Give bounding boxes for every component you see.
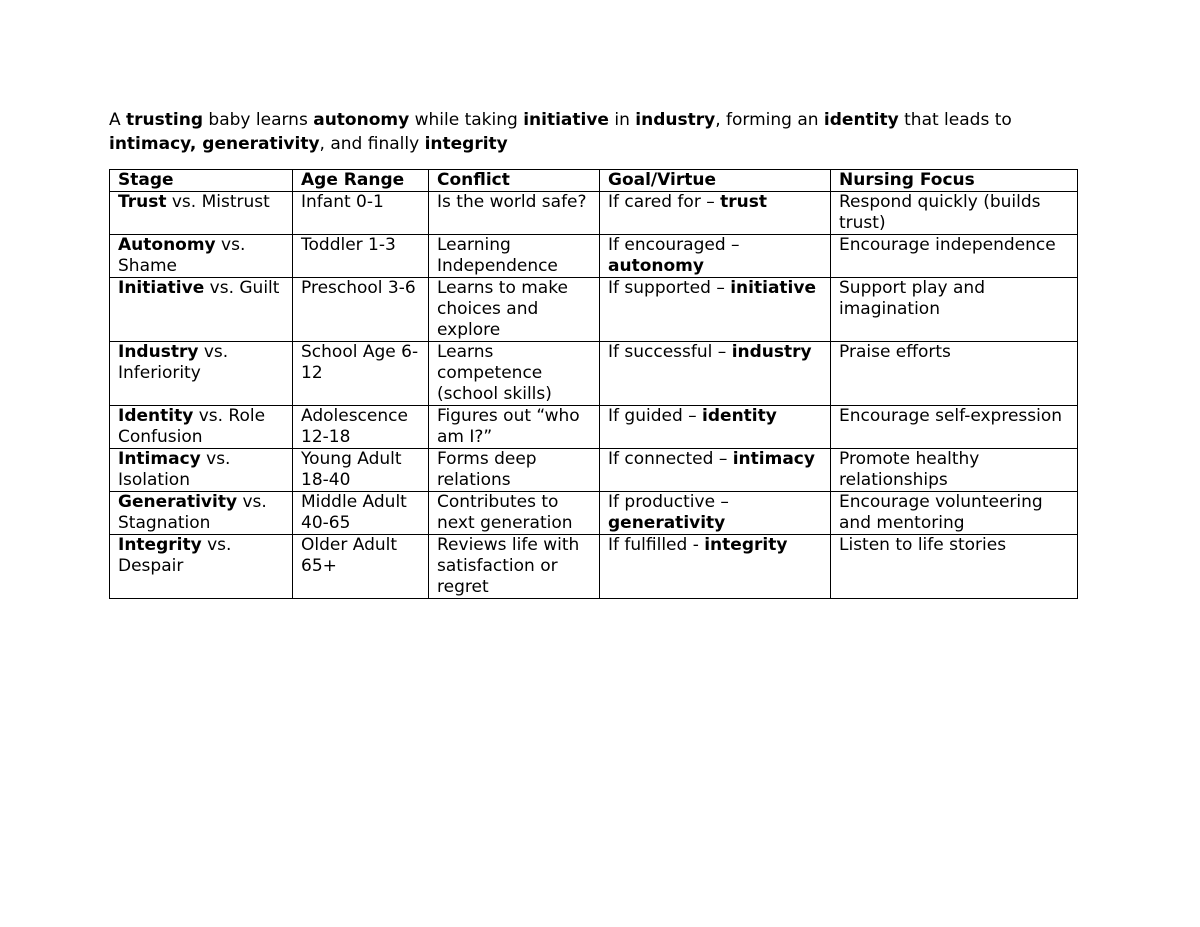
stage-name: Autonomy xyxy=(118,235,216,255)
goal-virtue: initiative xyxy=(730,278,816,298)
stage-name: Intimacy xyxy=(118,449,201,469)
focus-cell: Encourage volunteering and mentoring xyxy=(831,492,1078,535)
stage-opposite: vs. Stagnation xyxy=(118,492,267,533)
intro-text: that leads to xyxy=(898,110,1012,130)
table-row xyxy=(110,278,1078,342)
goal-cell xyxy=(600,192,831,235)
stage-cell xyxy=(110,535,293,599)
intro-text: , and finally xyxy=(319,134,425,154)
goal-condition: If productive – xyxy=(608,492,729,512)
table-row xyxy=(110,342,1078,406)
age-cell: Preschool 3-6 xyxy=(293,278,429,342)
age-cell: School Age 6-12 xyxy=(293,342,429,406)
goal-virtue: generativity xyxy=(608,513,726,533)
intro-keyword: trusting xyxy=(126,110,204,130)
table-row xyxy=(110,492,1078,535)
goal-condition: If connected – xyxy=(608,449,733,469)
intro-sentence xyxy=(109,108,1084,156)
stage-name: Generativity xyxy=(118,492,238,512)
goal-condition: If fulfilled - xyxy=(608,535,705,555)
table-header-row xyxy=(110,170,1078,192)
goal-virtue: industry xyxy=(731,342,812,362)
focus-cell: Listen to life stories xyxy=(831,535,1078,599)
goal-cell xyxy=(600,406,831,449)
intro-text: in xyxy=(608,110,636,130)
header-nursing-focus: Nursing Focus xyxy=(831,170,1078,192)
intro-text: while taking xyxy=(409,110,524,130)
intro-keyword: integrity xyxy=(424,134,508,154)
stage-cell xyxy=(110,406,293,449)
focus-cell: Support play and imagination xyxy=(831,278,1078,342)
goal-cell xyxy=(600,492,831,535)
goal-cell xyxy=(600,278,831,342)
stage-opposite: vs. Mistrust xyxy=(166,192,270,212)
table-row xyxy=(110,406,1078,449)
goal-condition: If encouraged – xyxy=(608,235,740,255)
stage-name: Identity xyxy=(118,406,194,426)
header-goal-virtue: Goal/Virtue xyxy=(600,170,831,192)
conflict-cell: Forms deep relations xyxy=(429,449,600,492)
table-row xyxy=(110,535,1078,599)
goal-cell xyxy=(600,535,831,599)
stage-opposite: vs. Role Confusion xyxy=(118,406,266,447)
goal-virtue: integrity xyxy=(704,535,788,555)
header-stage: Stage xyxy=(110,170,293,192)
erikson-stages-table xyxy=(109,169,1078,599)
goal-virtue: trust xyxy=(720,192,767,212)
table-row xyxy=(110,449,1078,492)
goal-virtue: intimacy xyxy=(732,449,815,469)
stage-name: Industry xyxy=(118,342,199,362)
age-cell: Middle Adult 40-65 xyxy=(293,492,429,535)
age-cell: Older Adult 65+ xyxy=(293,535,429,599)
stage-name: Integrity xyxy=(118,535,202,555)
stage-opposite: vs. Guilt xyxy=(204,278,280,298)
stage-cell xyxy=(110,342,293,406)
goal-virtue: autonomy xyxy=(608,256,704,276)
stage-cell xyxy=(110,192,293,235)
conflict-cell: Learning Independence xyxy=(429,235,600,278)
header-conflict: Conflict xyxy=(429,170,600,192)
header-age-range: Age Range xyxy=(293,170,429,192)
conflict-cell: Reviews life with satisfaction or regret xyxy=(429,535,600,599)
focus-cell: Promote healthy relationships xyxy=(831,449,1078,492)
goal-condition: If guided – xyxy=(608,406,703,426)
stage-opposite: vs. Shame xyxy=(118,235,246,276)
stage-cell xyxy=(110,492,293,535)
document-page xyxy=(109,108,1084,599)
intro-keyword: identity xyxy=(823,110,899,130)
goal-condition: If supported – xyxy=(608,278,731,298)
goal-cell xyxy=(600,342,831,406)
stage-opposite: vs. Isolation xyxy=(118,449,231,490)
age-cell: Young Adult 18-40 xyxy=(293,449,429,492)
intro-keyword: intimacy, generativity xyxy=(109,134,320,154)
focus-cell: Praise efforts xyxy=(831,342,1078,406)
age-cell: Toddler 1-3 xyxy=(293,235,429,278)
goal-condition: If cared for – xyxy=(608,192,721,212)
focus-cell: Encourage self-expression xyxy=(831,406,1078,449)
conflict-cell: Figures out “who am I?” xyxy=(429,406,600,449)
stage-cell xyxy=(110,278,293,342)
stage-cell xyxy=(110,449,293,492)
goal-condition: If successful – xyxy=(608,342,732,362)
intro-keyword: autonomy xyxy=(313,110,410,130)
age-cell: Infant 0-1 xyxy=(293,192,429,235)
goal-cell xyxy=(600,235,831,278)
conflict-cell: Contributes to next generation xyxy=(429,492,600,535)
conflict-cell: Learns to make choices and explore xyxy=(429,278,600,342)
table-row xyxy=(110,192,1078,235)
stage-name: Initiative xyxy=(118,278,205,298)
intro-text: , forming an xyxy=(715,110,824,130)
goal-cell xyxy=(600,449,831,492)
intro-keyword: initiative xyxy=(523,110,609,130)
intro-text: baby learns xyxy=(203,110,314,130)
table-row xyxy=(110,235,1078,278)
stage-opposite: vs. Inferiority xyxy=(118,342,229,383)
conflict-cell: Learns competence (school skills) xyxy=(429,342,600,406)
stage-opposite: vs. Despair xyxy=(118,535,232,576)
intro-keyword: industry xyxy=(635,110,716,130)
focus-cell: Respond quickly (builds trust) xyxy=(831,192,1078,235)
stage-cell xyxy=(110,235,293,278)
focus-cell: Encourage independence xyxy=(831,235,1078,278)
conflict-cell: Is the world safe? xyxy=(429,192,600,235)
intro-text: A xyxy=(109,110,127,130)
age-cell: Adolescence 12-18 xyxy=(293,406,429,449)
stage-name: Trust xyxy=(118,192,167,212)
goal-virtue: identity xyxy=(702,406,777,426)
